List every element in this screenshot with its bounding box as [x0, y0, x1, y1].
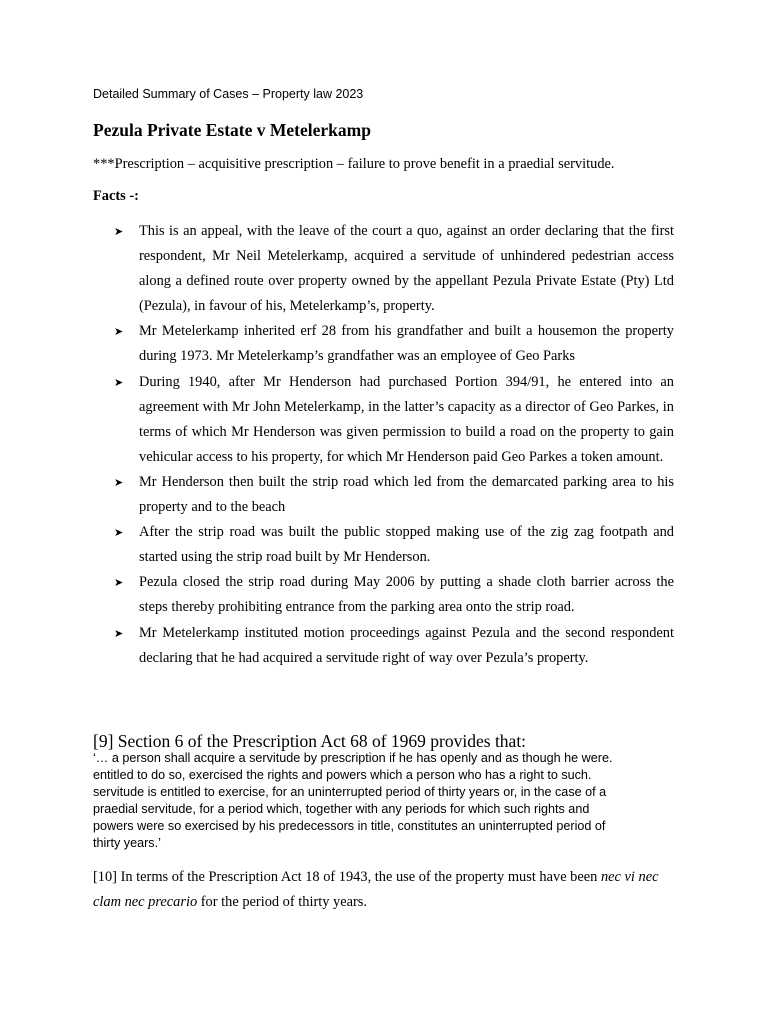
quote-line: entitled to do so, exercised the rights and powers which a person who has a right to such.: [93, 768, 592, 782]
latin-phrase: nec vi nec clam nec precario: [93, 869, 659, 910]
facts-item-text: After the strip road was built the public stopped making use of the zig zag footpath and started using the strip road built by Mr Henderson.: [139, 524, 674, 566]
facts-list-item: [114, 621, 674, 671]
facts-item-text: During 1940, after Mr Henderson had purchased Portion 394/91, he entered into an agreement with Mr John Metelerkamp, in the latter’s capacity as a director of Geo Parkes, in terms of which Mr Henderson was given permission to build a road on the property to gain vehicular access to his property, for which Mr Henderson paid Geo Parkes a token amount.: [139, 373, 674, 465]
facts-item-text: This is an appeal, with the leave of the court a quo, against an order declaring that the first respondent, Mr Neil Metelerkamp, acquired a servitude of unhindered pedestrian access along a defined route over property owned by the appellant Pezula Private Estate (Pty) Ltd (Pezula), in favour of his, Metelerkamp’s, property.: [139, 223, 674, 315]
facts-list-item: [114, 319, 674, 369]
arrow-bullet-icon: ➤: [114, 225, 124, 238]
facts-list-item: [114, 570, 674, 620]
quote-line: thirty years.’: [93, 836, 161, 850]
section-heading: [9] Section 6 of the Prescription Act 68 of 1969 provides that:: [93, 731, 527, 751]
facts-list-item: [114, 520, 674, 570]
facts-list-item: [114, 470, 674, 520]
facts-item-text: Pezula closed the strip road during May 2006 by putting a shade cloth barrier across the steps thereby prohibiting entrance from the parking area onto the strip road.: [139, 574, 674, 616]
quote-line: praedial servitude, for a period which, together with any periods for which such rights and: [93, 802, 590, 816]
facts-item-text: Mr Henderson then built the strip road which led from the demarcated parking area to his property and to the beach: [139, 473, 674, 516]
case-subtitle: ***Prescription – acquisitive prescription – failure to prove benefit in a praedial servitude.: [93, 156, 615, 172]
arrow-bullet-icon: ➤: [114, 375, 124, 389]
quote-line: powers were so exercised by his predecessors in title, constitutes an uninterrupted period of: [93, 819, 606, 833]
facts-heading: Facts -:: [93, 188, 139, 204]
case-title: Pezula Private Estate v Metelerkamp: [93, 120, 371, 140]
facts-list: [114, 219, 674, 671]
statute-quote: [93, 750, 673, 852]
arrow-bullet-icon: ➤: [114, 576, 124, 590]
arrow-bullet-icon: ➤: [114, 325, 124, 339]
quote-line: servitude is entitled to exercise, for an uninterrupted period of thirty years or, in the case of a: [93, 785, 607, 799]
paragraph-10: [93, 865, 675, 915]
arrow-bullet-icon: ➤: [114, 526, 124, 540]
quote-line: ‘… a person shall acquire a servitude by prescription if he has openly and as though he were.: [93, 751, 613, 765]
facts-item-text: Mr Metelerkamp instituted motion proceedings against Pezula and the second respondent declaring that he had acquired a servitude right of way over Pezula’s property.: [139, 624, 674, 666]
paragraph-10-text: [10] In terms of the Prescription Act 18 of 1943, the use of the property must have been: [93, 869, 601, 885]
facts-item-text: Mr Metelerkamp inherited erf 28 from his grandfather and built a housemon the property during 1973. Mr Metelerkamp’s grandfather was an employee of Geo Parks: [139, 323, 674, 365]
arrow-bullet-icon: ➤: [114, 626, 124, 640]
document-header: Detailed Summary of Cases – Property law 2023: [93, 87, 364, 101]
paragraph-10-ending: for the period of thirty years.: [197, 894, 368, 910]
facts-list-item: [114, 219, 674, 319]
arrow-bullet-icon: ➤: [114, 475, 124, 489]
facts-list-item: [114, 370, 674, 470]
